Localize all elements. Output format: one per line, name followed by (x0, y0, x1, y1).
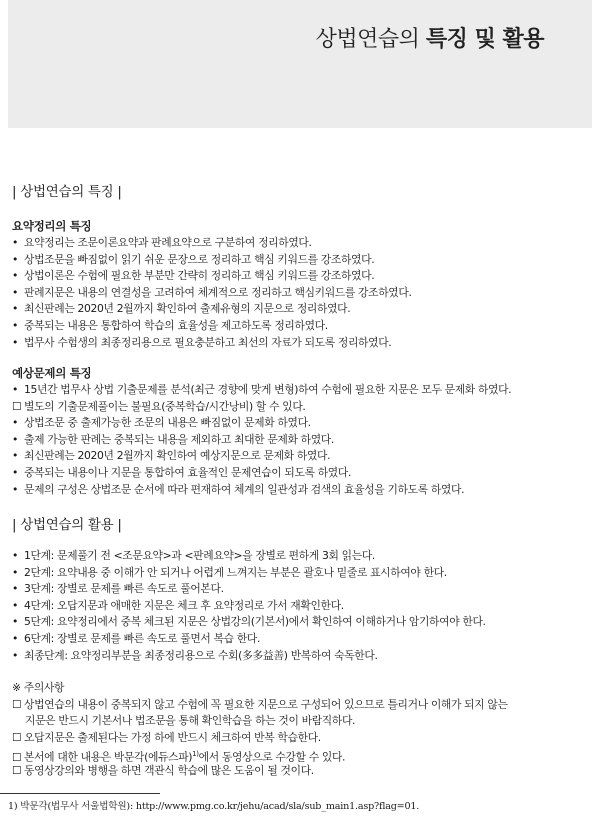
list-item-text: 1단계: 문제풀기 전 <조문요약>과 <판례요약>을 장별로 편하게 3회 읽는다. (24, 549, 376, 562)
list-item (12, 382, 592, 399)
usage-steps-list (12, 548, 592, 664)
bullet-icon: • (12, 631, 19, 645)
list-item-text: 15년간 법무사 상법 기출문제를 분석(최근 경향에 맞게 변형)하여 수험에 필요한 지문은 모두 문제화 하였다. (24, 383, 512, 396)
list-item-text: 동영상강의와 병행을 하면 객관식 학습에 많은 도움이 될 것이다. (24, 763, 314, 777)
list-item (12, 631, 592, 648)
checkbox-bullet-icon: ☐ (12, 763, 22, 777)
bullet-icon: • (12, 449, 19, 463)
checkbox-bullet-icon: ☐ (12, 750, 22, 764)
problem-features-list (12, 382, 592, 498)
section-heading-features: | 상법연습의 특징 | (12, 184, 122, 200)
list-item (12, 598, 592, 615)
bullet-icon: • (12, 252, 19, 266)
list-item (12, 763, 592, 780)
summary-features-list (12, 235, 592, 351)
bullet-icon: • (12, 582, 19, 596)
list-item-text: 중복되는 내용은 통합하여 학습의 효율성을 제고하도록 정리하였다. (24, 318, 328, 332)
bullet-icon: • (12, 432, 19, 446)
list-item-text: 본서에 대한 내용은 박문각(에듀스파) (24, 750, 193, 764)
list-item-text: 최신판례는 2020년 2월까지 확인하여 예상지문으로 문제화 하였다. (24, 449, 331, 463)
list-item (12, 301, 592, 318)
problem-features-title: 예상문제의 특징 (12, 366, 92, 380)
bullet-icon: • (12, 318, 19, 332)
page-title (316, 22, 544, 53)
footnote-marker: 1) (192, 750, 199, 759)
list-item (12, 746, 592, 763)
list-item-text: 상법연습의 내용이 중복되지 않고 수험에 꼭 필요한 지문으로 구성되어 있으므로 틀리거나 이해가 되지 않는 (24, 697, 508, 711)
list-item (12, 730, 592, 747)
page-title-light: 상법연습의 (315, 27, 420, 52)
bullet-icon: • (12, 285, 19, 299)
list-item-text: 판례지문은 내용의 연결성을 고려하여 체계적으로 정리하고 핵심키워드를 강조하였다. (24, 285, 412, 299)
list-item (12, 697, 592, 714)
list-item (12, 235, 592, 252)
list-item-text: 최신판례는 2020년 2월까지 확인하여 출제유형의 지문으로 정리하였다. (24, 302, 351, 316)
list-item-text: 오답지문은 출제된다는 가정 하에 반드시 체크하여 반복 학습한다. (24, 730, 321, 744)
section-heading-usage: | 상법연습의 활용 | (12, 517, 122, 533)
footnote-divider (0, 793, 160, 794)
list-item (12, 713, 592, 730)
list-item-text: 3단계: 장별로 문제를 빠른 속도로 풀어본다. (24, 582, 224, 596)
list-item-text: 문제의 구성은 상법조문 순서에 따라 편재하여 체계의 일관성과 검색의 효율성을 기하도록 하였다. (24, 482, 465, 496)
list-item (12, 448, 592, 465)
list-item (12, 252, 592, 269)
list-item (12, 335, 592, 352)
bullet-icon: • (12, 598, 19, 612)
bullet-icon: • (12, 648, 19, 662)
list-item-text: 5단계: 요약정리에서 중복 체크된 지문은 상법강의(기본서)에서 확인하여 이해하거나 암기하여야 한다. (24, 615, 486, 629)
list-item (12, 614, 592, 631)
header-banner (8, 0, 592, 128)
list-item (12, 285, 592, 302)
list-item (12, 432, 592, 449)
list-item-text: 지문은 반드시 기본서나 법조문을 통해 확인학습을 하는 것이 바람직하다. (25, 714, 356, 728)
list-item-text: 출제 가능한 판례는 중복되는 내용을 제외하고 최대한 문제화 하였다. (24, 432, 334, 446)
checkbox-bullet-icon: ☐ (12, 730, 22, 744)
summary-features (12, 218, 592, 351)
caution-list (12, 697, 592, 780)
list-item (12, 548, 592, 565)
usage-steps (12, 548, 592, 664)
list-item-text: 6단계: 장별로 문제를 빠른 속도로 풀면서 복습 한다. (24, 631, 261, 645)
summary-features-title: 요약정리의 특징 (12, 219, 92, 233)
list-item-text: 상법조문 중 출제가능한 조문의 내용은 빠짐없이 문제화 하였다. (24, 416, 311, 430)
list-item-text: 요약정리는 조문이론요약과 판례요약으로 구분하여 정리하였다. (24, 236, 312, 249)
list-item-text: 4단계: 오답지문과 애매한 지문은 체크 후 요약정리로 가서 재확인한다. (24, 598, 344, 612)
bullet-icon: • (12, 565, 19, 579)
list-item-text: 별도의 기출문제풀이는 불필요(중복학습/시간낭비) 할 수 있다. (24, 399, 306, 413)
checkbox-bullet-icon: ☐ (12, 399, 22, 413)
bullet-icon: • (12, 482, 19, 496)
caution-notes (12, 680, 592, 780)
list-item (12, 268, 592, 285)
list-item-text: 중복되는 내용이나 지문을 통합하여 효율적인 문제연습이 되도록 하였다. (24, 465, 352, 479)
bullet-icon: • (12, 236, 19, 249)
list-item (12, 565, 592, 582)
list-item-text: 상법조문을 빠짐없이 읽기 쉬운 문장으로 정리하고 핵심 키워드를 강조하였다. (24, 252, 375, 266)
bullet-icon: • (12, 302, 19, 316)
caution-title: ※ 주의사항 (12, 681, 65, 694)
list-item (12, 482, 592, 499)
problem-features (12, 365, 592, 498)
bullet-icon: • (12, 416, 19, 430)
page-title-bold: 특징 및 활용 (425, 27, 544, 52)
list-item-text: 최종단계: 요약정리부분을 최종정리용으로 수회(多多益善) 반복하여 숙독한다. (24, 648, 378, 662)
bullet-icon: • (12, 269, 19, 283)
checkbox-bullet-icon: ☐ (12, 697, 22, 711)
list-item (12, 648, 592, 665)
list-item-text: 2단계: 요약내용 중 이해가 안 되거나 어렵게 느껴지는 부분은 괄호나 밑줄로 표시하여야 한다. (24, 565, 447, 579)
list-item-text: 상법이론은 수험에 필요한 부분만 간략히 정리하고 핵심 키워드를 강조하였다. (24, 269, 375, 283)
list-item-text-continued: 에서 동영상으로 수강할 수 있다. (198, 750, 346, 764)
bullet-icon: • (12, 383, 19, 396)
list-item (12, 581, 592, 598)
bullet-icon: • (12, 465, 19, 479)
list-item-text: 법무사 수험생의 최종정리용으로 필요충분하고 최선의 자료가 되도록 정리하였다. (24, 335, 392, 349)
bullet-icon: • (12, 549, 19, 562)
bullet-icon: • (12, 335, 19, 349)
list-item (12, 318, 592, 335)
bullet-icon: • (12, 615, 19, 629)
list-item (12, 465, 592, 482)
list-item (12, 399, 592, 416)
list-item (12, 415, 592, 432)
footnote: 1) 박문각(법무사 서울법학원): http://www.pmg.co.kr/jehu/acad/sla/sub_main1.asp?flag=01. (8, 801, 420, 812)
